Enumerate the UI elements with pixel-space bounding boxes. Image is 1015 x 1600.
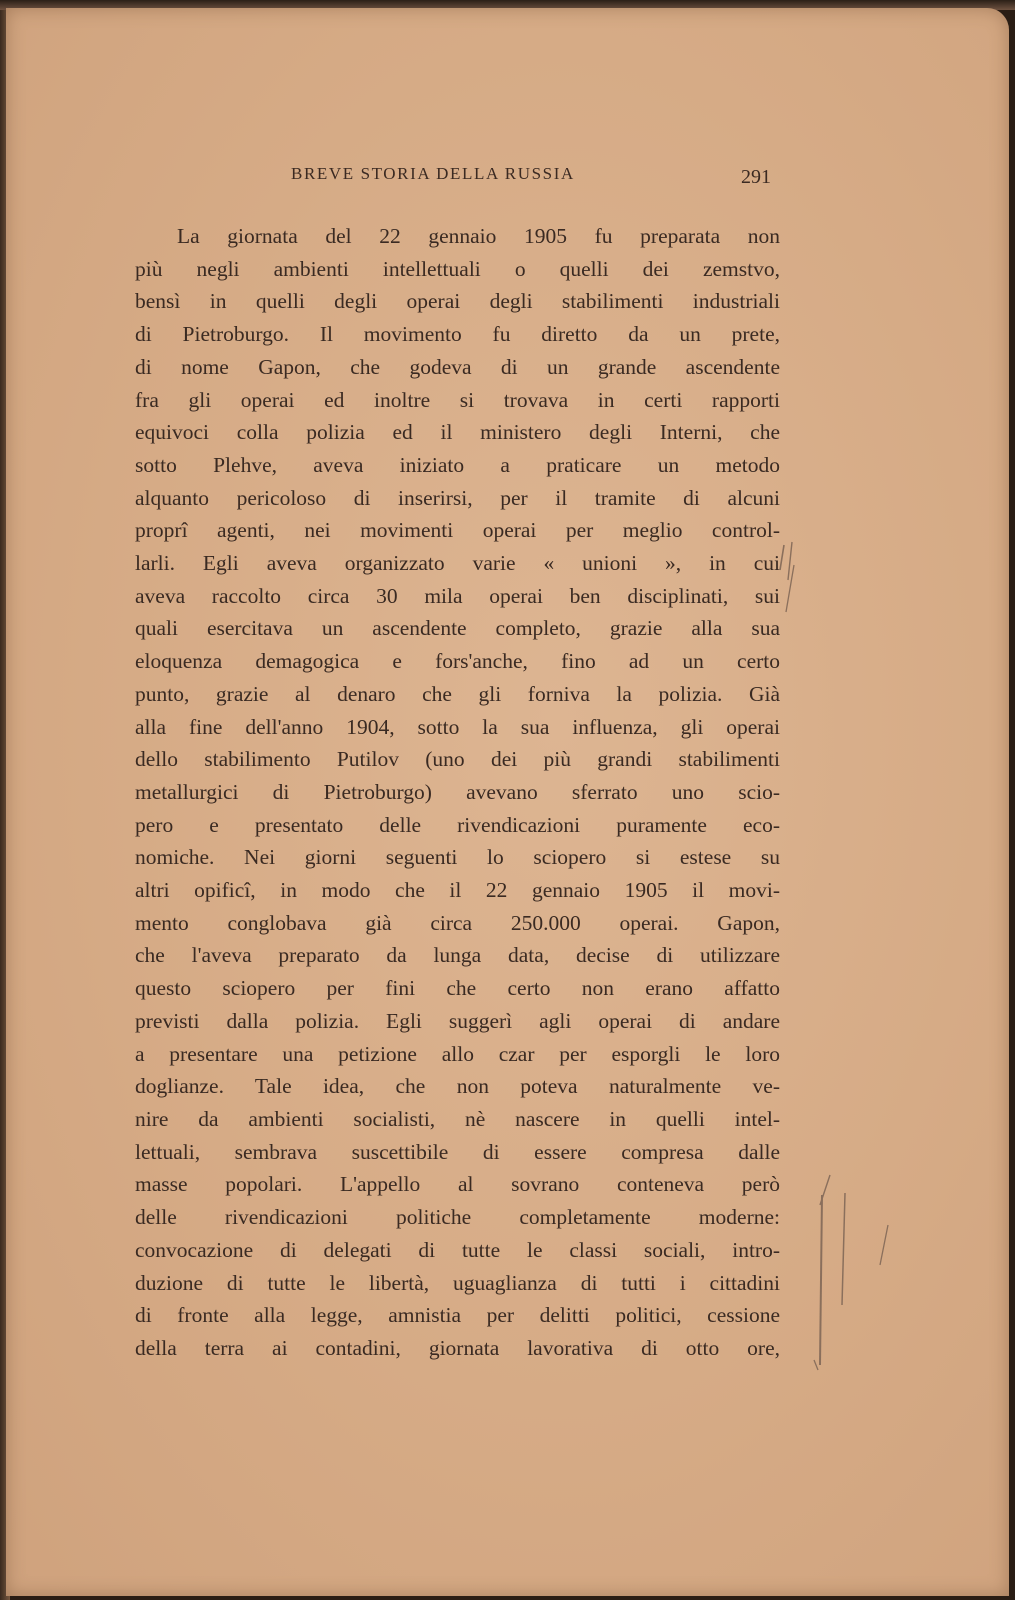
text-line: dello stabilimento Putilov (uno dei più grandi stabilimenti: [135, 747, 780, 772]
text-line: altri opificî, in modo che il 22 gennaio 1905 il movi-: [135, 878, 780, 903]
text-line: delle rivendicazioni politiche completamente moderne:: [135, 1205, 780, 1230]
text-line: sotto Plehve, aveva iniziato a praticare un metodo: [135, 452, 780, 477]
text-line: duzione di tutte le libertà, uguaglianza di tutti i cittadini: [135, 1270, 780, 1295]
text-line: di nome Gapon, che godeva di un grande ascendente: [135, 354, 780, 379]
text-line: larli. Egli aveva organizzato varie « unioni », in cui: [135, 551, 780, 576]
running-title: BREVE STORIA DELLA RUSSIA: [291, 164, 575, 183]
text-line: masse popolari. L'appello al sovrano conteneva però: [135, 1172, 780, 1197]
text-line: previsti dalla polizia. Egli suggerì agli operai di andare: [135, 1008, 780, 1033]
text-line: punto, grazie al denaro che gli forniva la polizia. Già: [135, 681, 780, 706]
text-line: quali esercitava un ascendente completo, grazie alla sua: [135, 616, 780, 641]
text-line: nire da ambienti socialisti, nè nascere in quelli intel-: [135, 1106, 780, 1131]
text-line: pero e presentato delle rivendicazioni puramente eco-: [135, 812, 780, 837]
text-line: convocazione di delegati di tutte le classi sociali, intro-: [135, 1237, 780, 1262]
text-line: più negli ambienti intellettuali o quelli dei zemstvo,: [135, 256, 780, 281]
text-line: di fronte alla legge, amnistia per delitti politici, cessione: [135, 1303, 780, 1328]
text-line: eloquenza demagogica e fors'anche, fino ad un certo: [135, 649, 780, 674]
text-line: alquanto pericoloso di inserirsi, per il tramite di alcuni: [135, 485, 780, 510]
text-line: alla fine dell'anno 1904, sotto la sua influenza, gli operai: [135, 714, 780, 739]
text-line: fra gli operai ed inoltre si trovava in certi rapporti: [135, 387, 780, 412]
text-line: che l'aveva preparato da lunga data, decise di utilizzare: [135, 943, 780, 968]
text-line: metallurgici di Pietroburgo) avevano sferrato uno scio-: [135, 779, 780, 804]
text-line: a presentare una petizione allo czar per esporgli le loro: [135, 1041, 780, 1066]
text-line: nomiche. Nei giorni seguenti lo sciopero si estese su: [135, 845, 780, 870]
text-line: proprî agenti, nei movimenti operai per meglio control-: [135, 518, 780, 543]
text-line: aveva raccolto circa 30 mila operai ben disciplinati, sui: [135, 583, 780, 608]
text-line: equivoci colla polizia ed il ministero degli Interni, che: [135, 420, 780, 445]
text-line: La giornata del 22 gennaio 1905 fu preparata non: [177, 224, 780, 248]
text-line: bensì in quelli degli operai degli stabilimenti industriali: [135, 289, 780, 314]
body-paragraph: [135, 220, 780, 1365]
text-line: di Pietroburgo. Il movimento fu diretto da un prete,: [135, 322, 780, 347]
text-line: mento conglobava già circa 250.000 operai. Gapon,: [135, 910, 780, 935]
text-line: lettuali, sembrava suscettibile di essere compresa dalle: [135, 1139, 780, 1164]
page-number: 291: [741, 166, 771, 188]
text-line: doglianze. Tale idea, che non poteva naturalmente ve-: [135, 1074, 780, 1099]
text-line: della terra ai contadini, giornata lavorativa di otto ore,: [135, 1335, 780, 1360]
text-line: questo sciopero per fini che certo non erano affatto: [135, 976, 780, 1001]
